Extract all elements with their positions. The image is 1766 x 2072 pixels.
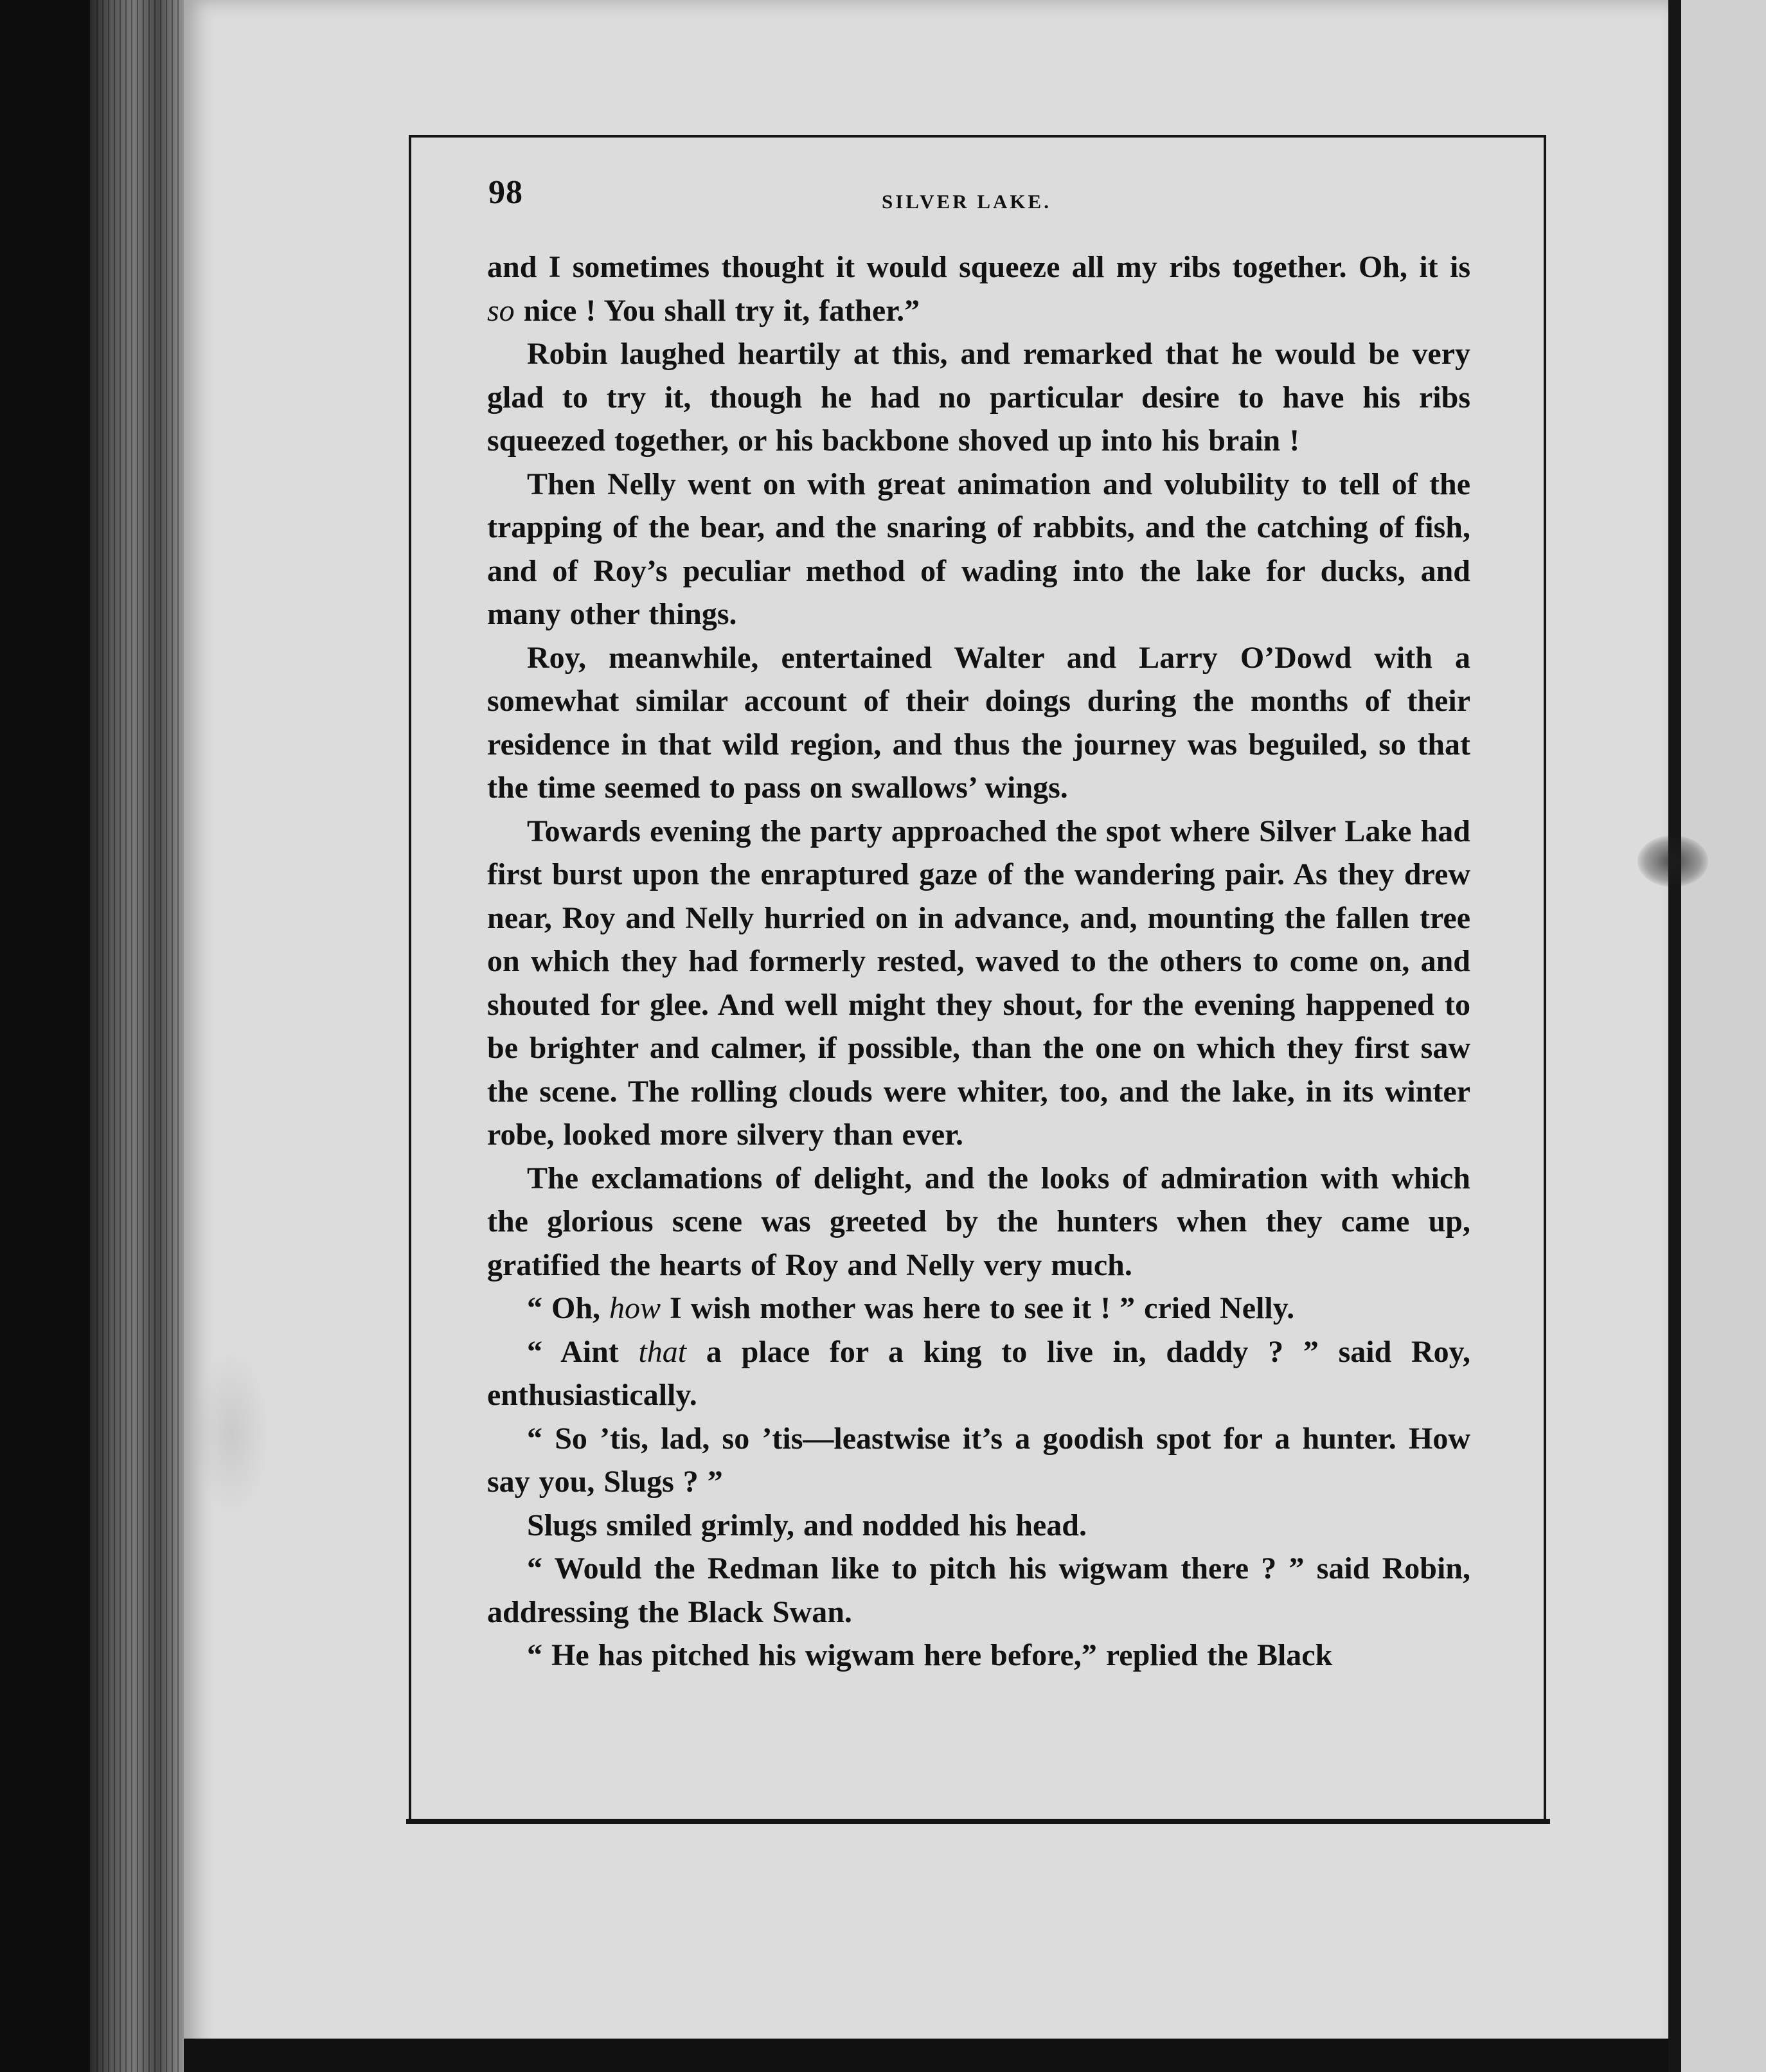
text-run: Roy, meanwhile, entertained Walter and Larry O’Dowd with a somewhat similar account of their doings during the months of their residence in that wild region, and thus the journey was beguiled, so that the time seemed to pass on swallows’ wings. xyxy=(487,640,1470,805)
text-run: Robin laughed heartily at this, and remarked that he would be very glad to try it, though he had no particular desire to have his ribs squeezed together, or his backbone shoved up into his brain ! xyxy=(487,337,1470,458)
text-run: “ So ’tis, lad, so ’tis—leastwise it’s a goodish spot for a hunter. How say you, Slugs ? ” xyxy=(487,1421,1470,1499)
paper-stain xyxy=(193,1350,270,1517)
text-run: nice ! You shall try it, father.” xyxy=(514,293,920,328)
ink-smudge xyxy=(1637,835,1708,887)
paragraph xyxy=(487,463,1470,636)
text-run: “ Aint xyxy=(527,1334,639,1369)
gutter-shadow xyxy=(1668,0,1681,2072)
paragraph xyxy=(487,1417,1470,1504)
italic-text: how xyxy=(609,1291,661,1325)
page-bottom-shadow xyxy=(184,2039,1668,2072)
facing-page-edge xyxy=(1681,0,1766,2072)
paragraph xyxy=(487,1287,1470,1330)
page-number: 98 xyxy=(488,174,523,211)
text-run: Towards evening the party approached the spot where Silver Lake had first burst upon the enraptured gaze of the wandering pair. As they drew near, Roy and Nelly hurried on in advance, and, mounting the fallen tree on which they had formerly rested, waved to the others to come on, and shouted for glee. And well might they shout, for the evening happened to be brighter and calmer, if possible, than the one on which they first saw the scene. The rolling clouds were whiter, too, and the lake, in its winter robe, looked more silvery than ever. xyxy=(487,814,1470,1152)
running-head: SILVER LAKE. xyxy=(882,190,1051,213)
italic-text: that xyxy=(638,1334,687,1369)
page-header xyxy=(488,174,1472,225)
italic-text: so xyxy=(487,293,515,328)
text-run: and I sometimes thought it would squeeze all my ribs together. Oh, it is xyxy=(487,250,1470,284)
page-edges xyxy=(96,0,180,2072)
text-run: “ Oh, xyxy=(527,1291,610,1325)
paragraph xyxy=(487,1634,1470,1677)
paragraph xyxy=(487,246,1470,332)
text-run: a place for a king to live in, daddy ? ” said Roy, enthusiastically. xyxy=(487,1334,1471,1412)
paragraph xyxy=(487,1504,1470,1548)
paragraph xyxy=(487,1547,1470,1634)
paragraph xyxy=(487,1157,1470,1287)
paragraph xyxy=(487,636,1470,810)
text-run: “ Would the Redman like to pitch his wigwam there ? ” said Robin, addressing the Black Swan. xyxy=(487,1551,1470,1629)
body-text xyxy=(487,246,1470,1677)
text-run: “ He has pitched his wigwam here before,” replied the Black xyxy=(527,1638,1333,1672)
paragraph xyxy=(487,1330,1470,1417)
paragraph xyxy=(487,332,1470,463)
text-run: Then Nelly went on with great animation and volubility to tell of the trapping of the bear, and the snaring of rabbits, and the catching of fish, and of Roy’s peculiar method of wading into the lake for ducks, and many other things. xyxy=(487,467,1470,631)
text-run: Slugs smiled grimly, and nodded his head. xyxy=(527,1508,1087,1542)
text-run: The exclamations of delight, and the looks of admiration with which the glorious scene was greeted by the hunters when they came up, gratified the hearts of Roy and Nelly very much. xyxy=(487,1161,1470,1282)
paragraph xyxy=(487,810,1470,1157)
frame-bottom-rule xyxy=(406,1819,1550,1824)
text-run: I wish mother was here to see it ! ” cried Nelly. xyxy=(661,1291,1295,1325)
